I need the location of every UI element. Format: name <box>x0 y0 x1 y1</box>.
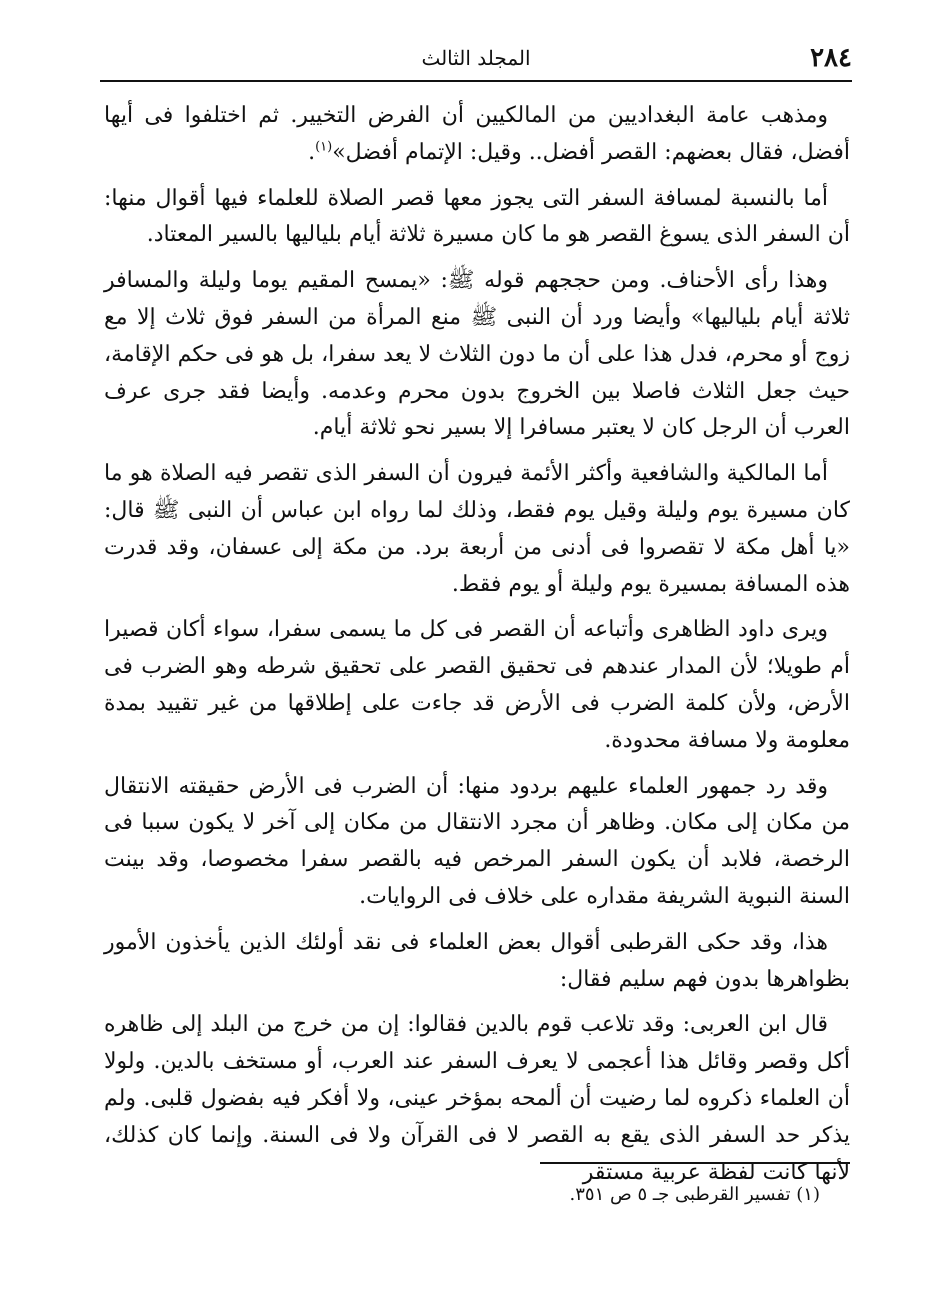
header-divider <box>100 80 852 82</box>
page-number: ٢٨٤ <box>810 43 852 73</box>
paragraph: ويرى داود الظاهرى وأتباعه أن القصر فى كل ما يسمى سفرا، سواء أكان قصيرا أم طويلا؛ لأن المدار عندهم فى تحقيق القصر على تحقيق شرطه وهو الضرب فى الأرض، ولأن كلمة الضرب فى الأرض قد جاءت على إطلاقها من غير تقييد بمدة معلومة ولا مسافة محدودة. <box>104 617 850 753</box>
paragraph: هذا، وقد حكى القرطبى أقوال بعض العلماء فى نقد أولئك الذين يأخذون الأمور بظواهرها بدون فهم سليم فقال: <box>104 929 850 992</box>
paragraph: وقد رد جمهور العلماء عليهم بردود منها: أن الضرب فى الأرض حقيقته الانتقال من مكان إلى مكان. وظاهر أن مجرد الانتقال من مكان إلى آخر لا يكون سببا فى الرخصة، فلابد أن يكون السفر المرخص فيه بالقصر سفرا مخصوصا، وقد بينت السنة النبوية الشريفة مقداره على خلاف فى الروايات. <box>104 773 850 909</box>
paragraph: وهذا رأى الأحناف. ومن حججهم قوله ﷺ: «يمسح المقيم يوما وليلة والمسافر ثلاثة أيام بلياليها» وأيضا ورد أن النبى ﷺ منع المرأة من السفر فوق ثلاث إلا مع زوج أو محرم، فدل هذا على أن ما دون الثلاث لا يعد سفرا، بل هو فى حكم الإقامة، حيث جعل الثلاث فاصلا بين الخروج بدون محرم وعدمه. وأيضا فقد جرى عرف العرب أن الرجل كان لا يعتبر مسافرا إلا بسير نحو ثلاثة أيام. <box>104 268 850 441</box>
paragraph: أما المالكية والشافعية وأكثر الأئمة فيرون أن السفر الذى تقصر فيه الصلاة هو ما كان مسيرة يوم وليلة وقيل يوم فقط، وذلك لما رواه ابن عباس أن النبى ﷺ قال: «يا أهل مكة لا تقصروا فى أدنى من أربعة برد. من مكة إلى عسفان، وقد قدرت هذه المسافة بمسيرة يوم وليلة أو يوم فقط. <box>104 461 850 597</box>
main-text <box>104 98 850 1200</box>
paragraph: أما بالنسبة لمسافة السفر التى يجوز معها قصر الصلاة للعلماء فيها أقوال منها: أن السفر الذى يسوغ القصر هو ما كان مسيرة ثلاثة أيام بلياليها بالسير المعتاد. <box>104 185 850 248</box>
footnote-reference[interactable]: (١) <box>315 139 333 155</box>
footnote-divider <box>540 1162 850 1164</box>
paragraph: ومذهب عامة البغداديين من المالكيين أن الفرض التخيير. ثم اختلفوا فى أيها أفضل، فقال بعضهم: القصر أفضل.. وقيل: الإتمام أفضل»$^{(١)}$. <box>104 103 850 165</box>
page-header <box>100 40 852 76</box>
paragraph: قال ابن العربى: وقد تلاعب قوم بالدين فقالوا: إن من خرج من البلد إلى ظاهره أكل وقصر وقائل هذا أعجمى لا يعرف السفر عند العرب، أو مستخف بالدين. ولولا أن العلماء ذكروه لما رضيت أن ألمحه بمؤخر عينى، ولا أفكر فيه بفضول قلبى. ولم يذكر حد السفر الذى يقع به القصر لا فى القرآن ولا فى السنة. وإنما كان كذلك، لأنها كانت لفظة عربية مستقر <box>104 1012 850 1185</box>
volume-title: المجلد الثالث <box>421 46 531 70</box>
footnote: (١) تفسير القرطبى جـ ٥ ص ٣٥١. <box>569 1184 820 1205</box>
